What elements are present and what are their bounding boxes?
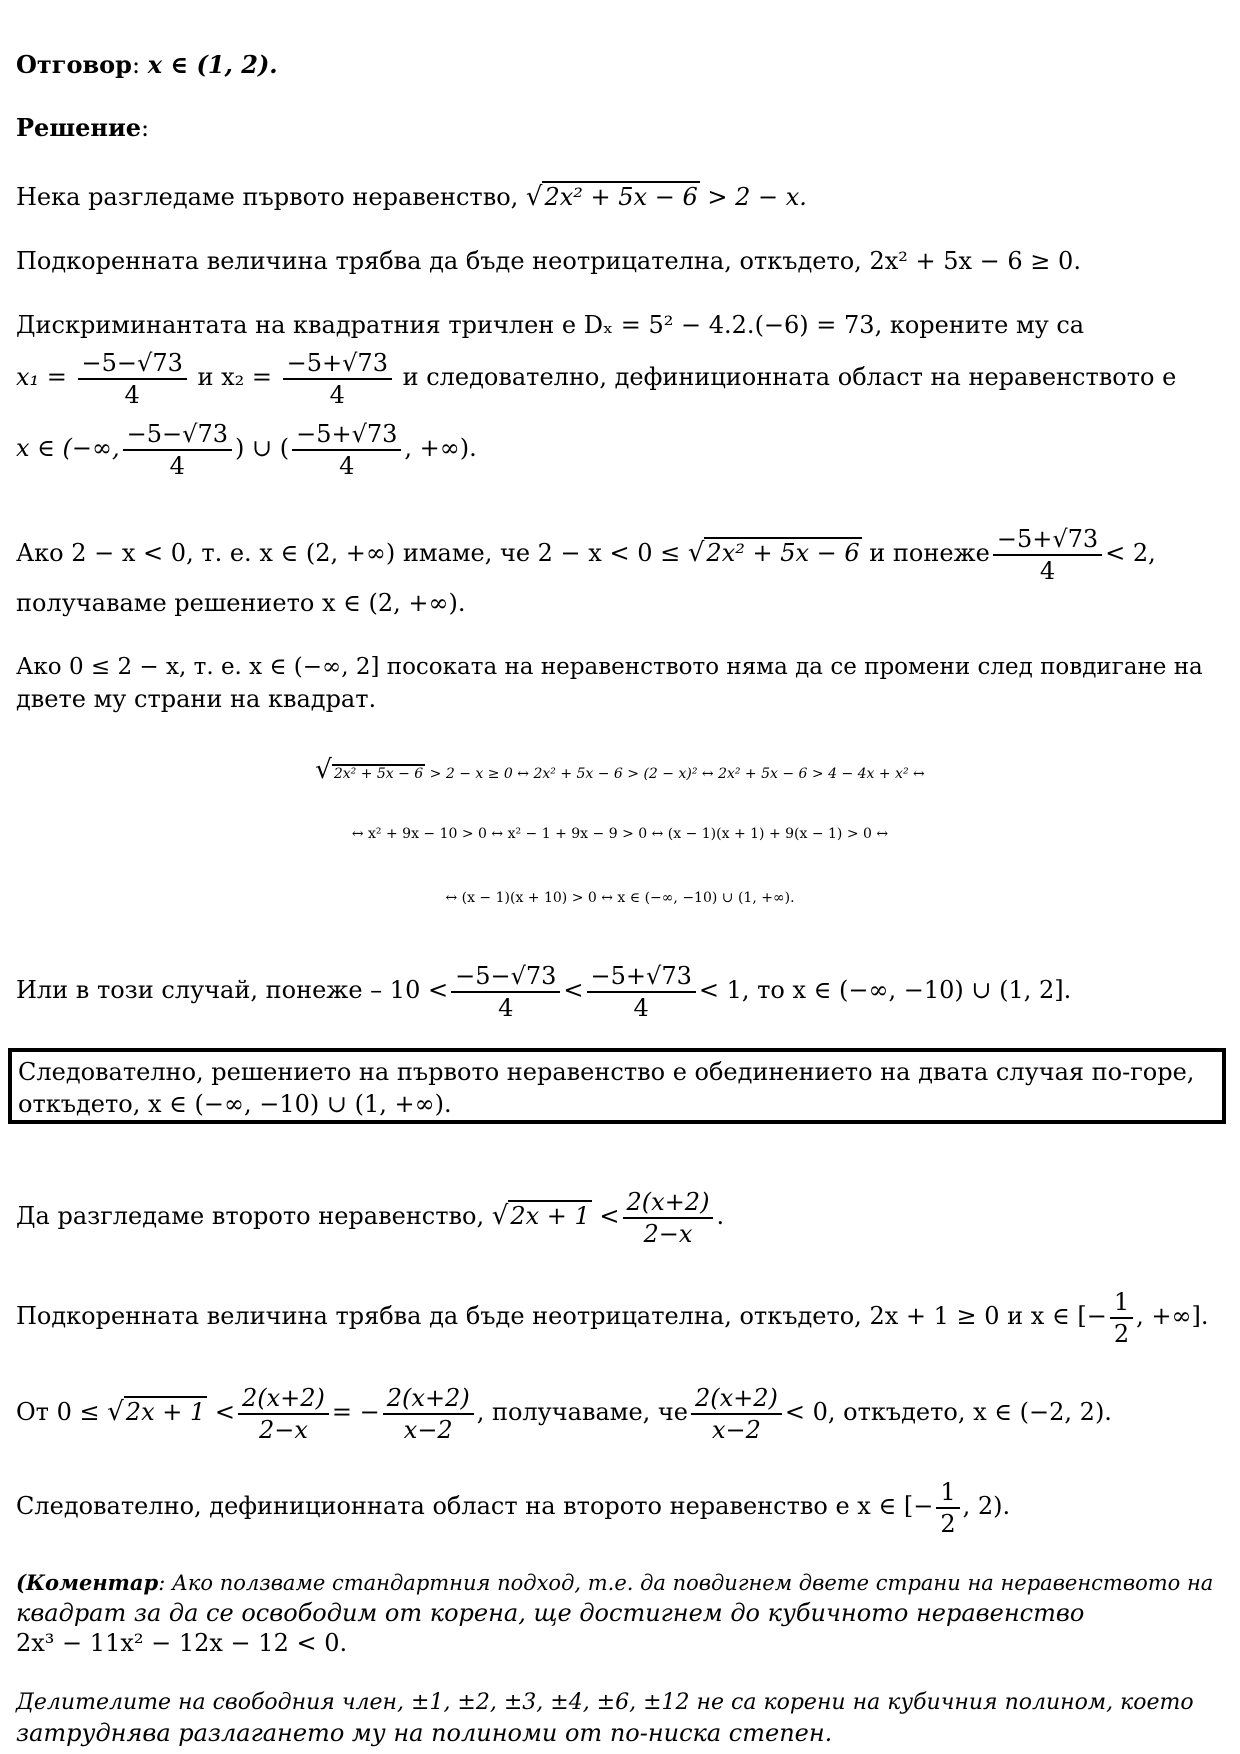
line-first-inequality — [16, 181, 807, 213]
fraction: $\frac{2(x+2)}{x-2}$ — [383, 1383, 474, 1445]
text: Следователно, дефиниционната област на второто неравенство е x ∈ [− — [16, 1492, 934, 1520]
comment-label: Коментар — [25, 1570, 159, 1595]
text: ( — [16, 1570, 26, 1595]
text: < — [563, 976, 584, 1004]
solution-heading: Решение: — [16, 113, 150, 142]
text: : Ако ползваме стандартния подход, т.е. да повдигнем двете страни на неравенството на — [158, 1571, 1214, 1595]
fraction: $\frac{2(x+2)}{2-x}$ — [238, 1383, 329, 1445]
line-second-inequality — [16, 1184, 724, 1249]
text: > 2 − x. — [699, 183, 807, 211]
comment-line-4: Делителите на свободния член, ±1, ±2, ±3, ±4, ±6, ±12 не са корени на кубичния полином, което — [16, 1690, 1194, 1715]
fraction: $\frac{2(x+2)}{2-x}$ — [623, 1187, 714, 1249]
text: , +∞). — [404, 434, 477, 462]
text: > 2 − x ≥ 0 ↔ 2x² + 5x − 6 > (2 − x)² ↔ 2x² + 5x − 6 > 4 − 4x + x² ↔ — [425, 766, 925, 782]
text: Ако 2 − x < 0, т. е. x ∈ (2, +∞) имаме, че 2 − x < 0 ≤ — [16, 539, 688, 567]
fraction: $\frac{-5-√73}{4}$ — [123, 419, 232, 481]
text: и x₂ = — [189, 363, 280, 391]
text: , получаваме, че — [476, 1398, 688, 1426]
line-second-domain-result — [16, 1474, 1010, 1539]
text: < 1, то x ∈ (−∞, −10) ∪ (1, 2]. — [698, 976, 1072, 1004]
fraction: $\frac{1}{2}$ — [936, 1477, 959, 1539]
text: < 0, откъдето, x ∈ (−2, 2). — [784, 1398, 1112, 1426]
line-case-two-result — [16, 958, 1071, 1023]
text: Или в този случай, понеже – 10 < — [16, 976, 449, 1004]
equation-chain-2: ↔ x² + 9x − 10 > 0 ↔ x² − 1 + 9x − 9 > 0 ↔ (x − 1)(x + 1) + 9(x − 1) > 0 ↔ — [351, 826, 889, 842]
line-discriminant: Дискриминантата на квадратния тричлен е Dₓ = 5² − 4.2.(−6) = 73, корените му са — [16, 311, 1085, 339]
sqrt-expr: √2x² + 5x − 6 — [525, 182, 698, 212]
equation-chain-3: ↔ (x − 1)(x + 10) > 0 ↔ x ∈ (−∞, −10) ∪ (1, +∞). — [445, 890, 795, 906]
comment-line-5: затруднява разлагането му на полиноми от по-ниска степен. — [16, 1719, 833, 1747]
comment-line-2: квадрат за да се освободим от корена, ще достигнем до кубичното неравенство — [16, 1599, 1085, 1627]
fraction: $\frac{-5+√73}{4}$ — [292, 419, 401, 481]
line-second-analysis — [16, 1380, 1112, 1445]
text: , +∞]. — [1136, 1302, 1209, 1330]
line-roots — [16, 345, 1176, 410]
text: Нека разгледаме първото неравенство, — [16, 183, 526, 211]
line-case-one-result: получаваме решението x ∈ (2, +∞). — [16, 589, 466, 617]
sqrt-expr: √2x² + 5x − 6 — [687, 538, 860, 568]
text: Да разгледаме второто неравенство, — [16, 1202, 492, 1230]
comment-line-3: 2x³ − 11x² − 12x − 12 < 0. — [16, 1629, 348, 1657]
fraction: $\frac{-5+√73}{4}$ — [283, 348, 392, 410]
text: < 2, — [1105, 539, 1156, 567]
answer-value: x ∈ (1, 2). — [147, 50, 278, 79]
text: x₁ = — [16, 363, 75, 391]
text: ) ∪ ( — [234, 434, 290, 462]
fraction: $\frac{-5-√73}{4}$ — [78, 348, 187, 410]
fraction: $\frac{-5-√73}{4}$ — [451, 961, 560, 1023]
fraction: $\frac{2(x+2)}{x-2}$ — [691, 1383, 782, 1445]
text: , 2). — [962, 1492, 1011, 1520]
comment-line-1 — [16, 1567, 1213, 1599]
conclusion-line-2: откъдето, x ∈ (−∞, −10) ∪ (1, +∞). — [18, 1090, 452, 1118]
sqrt-expr: √2x + 1 — [107, 1397, 206, 1427]
text: = − — [331, 1398, 380, 1426]
conclusion-line-1: Следователно, решението на първото неравенство е обединението на двата случая по-горе, — [18, 1058, 1195, 1086]
conclusion-box — [8, 1048, 1226, 1124]
line-second-domain — [16, 1284, 1208, 1349]
text: . — [716, 1202, 725, 1230]
line-case-two: Ако 0 ≤ 2 − x, т. е. x ∈ (−∞, 2] посоката на неравенството няма да се промени след повдигане на — [16, 654, 1203, 680]
fraction: $\frac{-5+√73}{4}$ — [587, 961, 696, 1023]
text: От 0 ≤ — [16, 1398, 108, 1426]
line-case-one — [16, 521, 1156, 586]
text: < — [207, 1398, 235, 1426]
equation-chain-1 — [0, 754, 1240, 790]
solution-label: Решение — [16, 113, 142, 142]
text: Подкоренната величина трябва да бъде неотрицателна, откъдето, 2x + 1 ≥ 0 и x ∈ [− — [16, 1302, 1107, 1330]
sqrt-expr: √ 2x² + 5x − 6 — [315, 755, 424, 785]
text: и следователно, дефиниционната област на неравенството е — [394, 363, 1177, 391]
text: и понеже — [861, 539, 990, 567]
line-domain-set — [16, 416, 477, 481]
fraction: $\frac{-5+√73}{4}$ — [993, 524, 1102, 586]
text: < — [591, 1202, 620, 1230]
answer-label: Отговор — [16, 50, 132, 79]
fraction: $\frac{1}{2}$ — [1110, 1287, 1133, 1349]
line-domain-condition: Подкоренната величина трябва да бъде неотрицателна, откъдето, 2x² + 5x − 6 ≥ 0. — [16, 247, 1081, 275]
text: x ∈ (−∞, — [16, 434, 120, 462]
answer-line: Отговор: x ∈ (1, 2). — [16, 50, 278, 79]
sqrt-expr: √2x + 1 — [491, 1201, 590, 1231]
line-case-two-cont: двете му страни на квадрат. — [16, 685, 377, 713]
